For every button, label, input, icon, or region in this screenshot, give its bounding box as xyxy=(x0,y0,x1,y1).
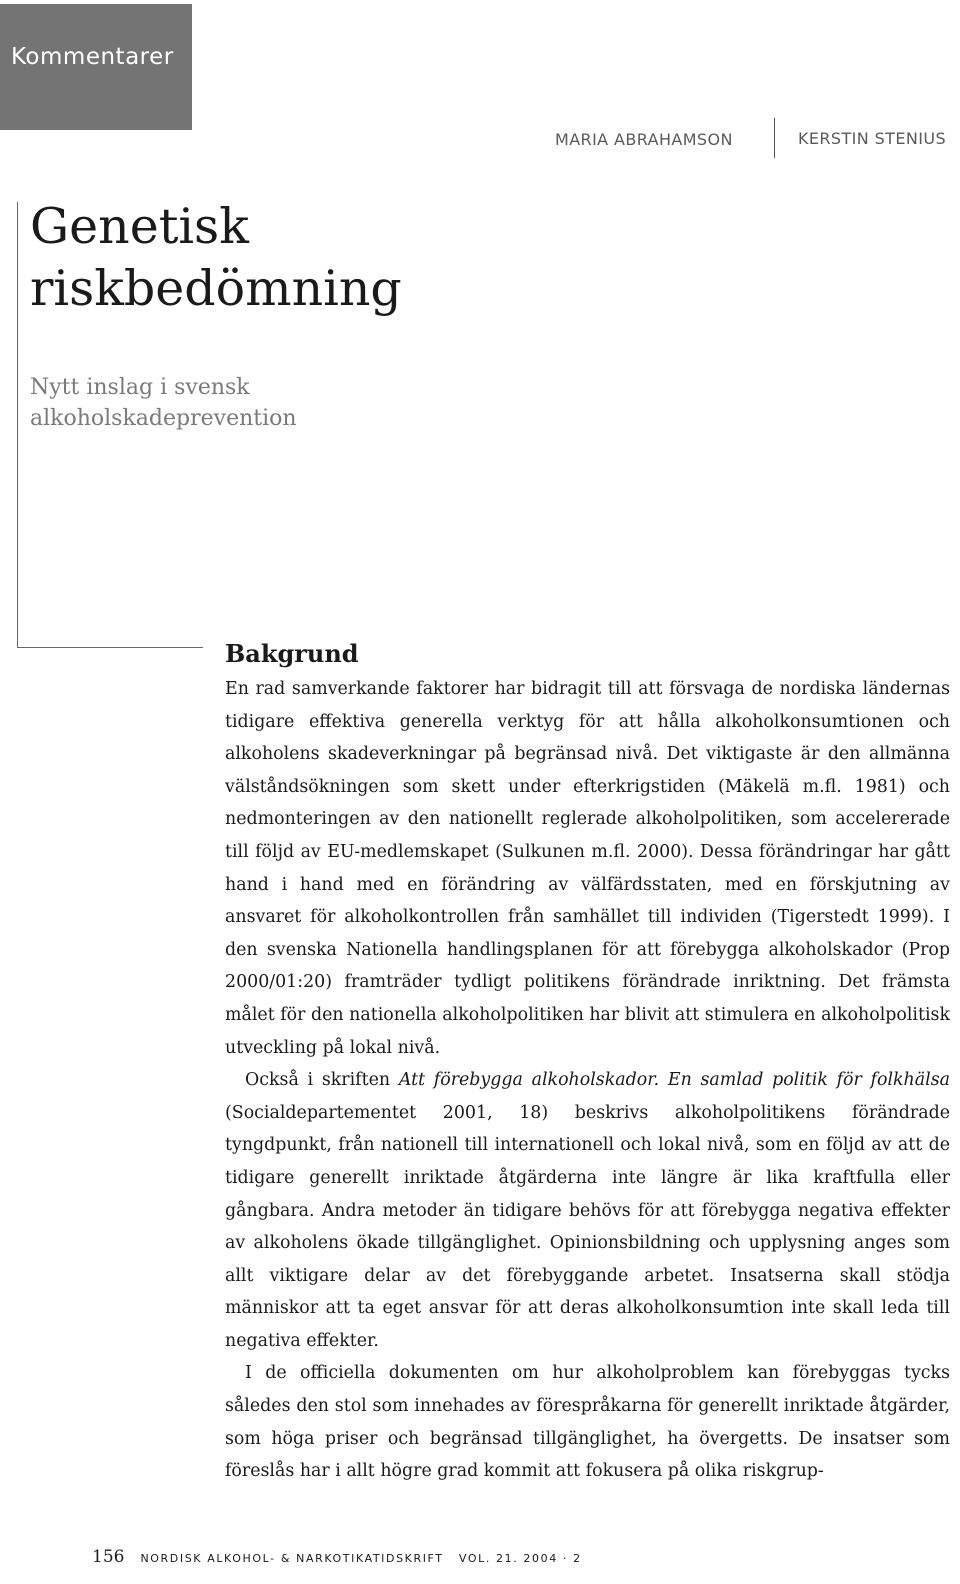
author-line xyxy=(540,118,960,158)
article-title xyxy=(30,196,430,320)
article-title-text: Genetisk riskbedömning xyxy=(30,198,402,317)
article-subtitle xyxy=(30,372,350,434)
frame-rule-vertical xyxy=(17,202,18,648)
author-name: KERSTIN STENIUS xyxy=(798,129,947,148)
paragraph: En rad samverkande faktorer har bidragit till att försvaga de nordiska ländernas tidigare effektiva generella verktyg för att hålla alkoholkonsumtionen och alkoholens skadeverkningar på begränsad nivå. Det viktigaste är den allmänna välståndsökningen som skett under efterkrigstiden (Mäkelä m.fl. 1981) och nedmonteringen av den nationellt reglerade alkoholpolitiken, som accelererade till följd av EU-medlemskapet (Sulkunen m.fl. 2000). Dessa förändringar har gått hand i hand med en förändring av välfärdsstaten, med en förskjutning av ansvaret för alkoholkontrollen från samhället till individen (Tigerstedt 1999). I den svenska Nationella handlingsplanen för att förebygga alkoholskador (Prop 2000/01:20) framträder tydligt politikens förändrade inriktning. Det främsta målet för den nationella alkoholpolitiken har blivit att stimulera en alkoholpolitisk utveckling på lokal nivå. xyxy=(225,679,950,1058)
section-tab-label: Kommentarer xyxy=(11,44,174,70)
paragraph xyxy=(225,1064,950,1357)
paragraph-text: Också i skriften xyxy=(245,1070,399,1091)
publication-title: Att förebygga alkoholskador. En samlad politik för folkhälsa xyxy=(398,1070,950,1091)
frame-rule-horizontal xyxy=(17,647,203,648)
article-subtitle-text: Nytt inslag i svensk alkoholskadeprevention xyxy=(30,375,297,431)
page-footer xyxy=(92,1547,582,1567)
section-heading: Bakgrund xyxy=(225,639,359,668)
author-name: MARIA ABRAHAMSON xyxy=(555,130,733,149)
article-body xyxy=(225,636,950,1488)
paragraph-text: (Socialdepartementet 2001, 18) beskrivs alkoholpolitikens förändrade tyngdpunkt, från nationell till internationell och lokal nivå, som en följd av att de tidigare generellt inriktade åtgärderna inte längre är lika kraftfulla eller gångbara. Andra metoder än tidigare behövs för att förebygga negativa effekter av alkoholens ökade tillgänglighet. Opinionsbildning och upplysning anges som allt viktigare delar av det förebyggande arbetet. Insatserna skall stödja människor att ta eget ansvar för att deras alkoholkonsumtion inte skall leda till negativa effekter. xyxy=(225,1102,950,1351)
page-number: 156 xyxy=(92,1547,125,1567)
paragraph: I de officiella dokumenten om hur alkoholproblem kan förebyggas tycks således den stol som innehades av förespråkarna för generellt inriktade åtgärder, som höga priser och begränsad tillgänglighet, ha övergetts. De insatser som föreslås har i allt högre grad kommit att fokusera på olika riskgrup- xyxy=(225,1363,950,1482)
journal-name: NORDISK ALKOHOL- & NARKOTIKATIDSKRIFT VOL. 21. 2004 · 2 xyxy=(140,1552,582,1565)
author-separator xyxy=(774,118,775,158)
section-tab xyxy=(0,4,192,130)
